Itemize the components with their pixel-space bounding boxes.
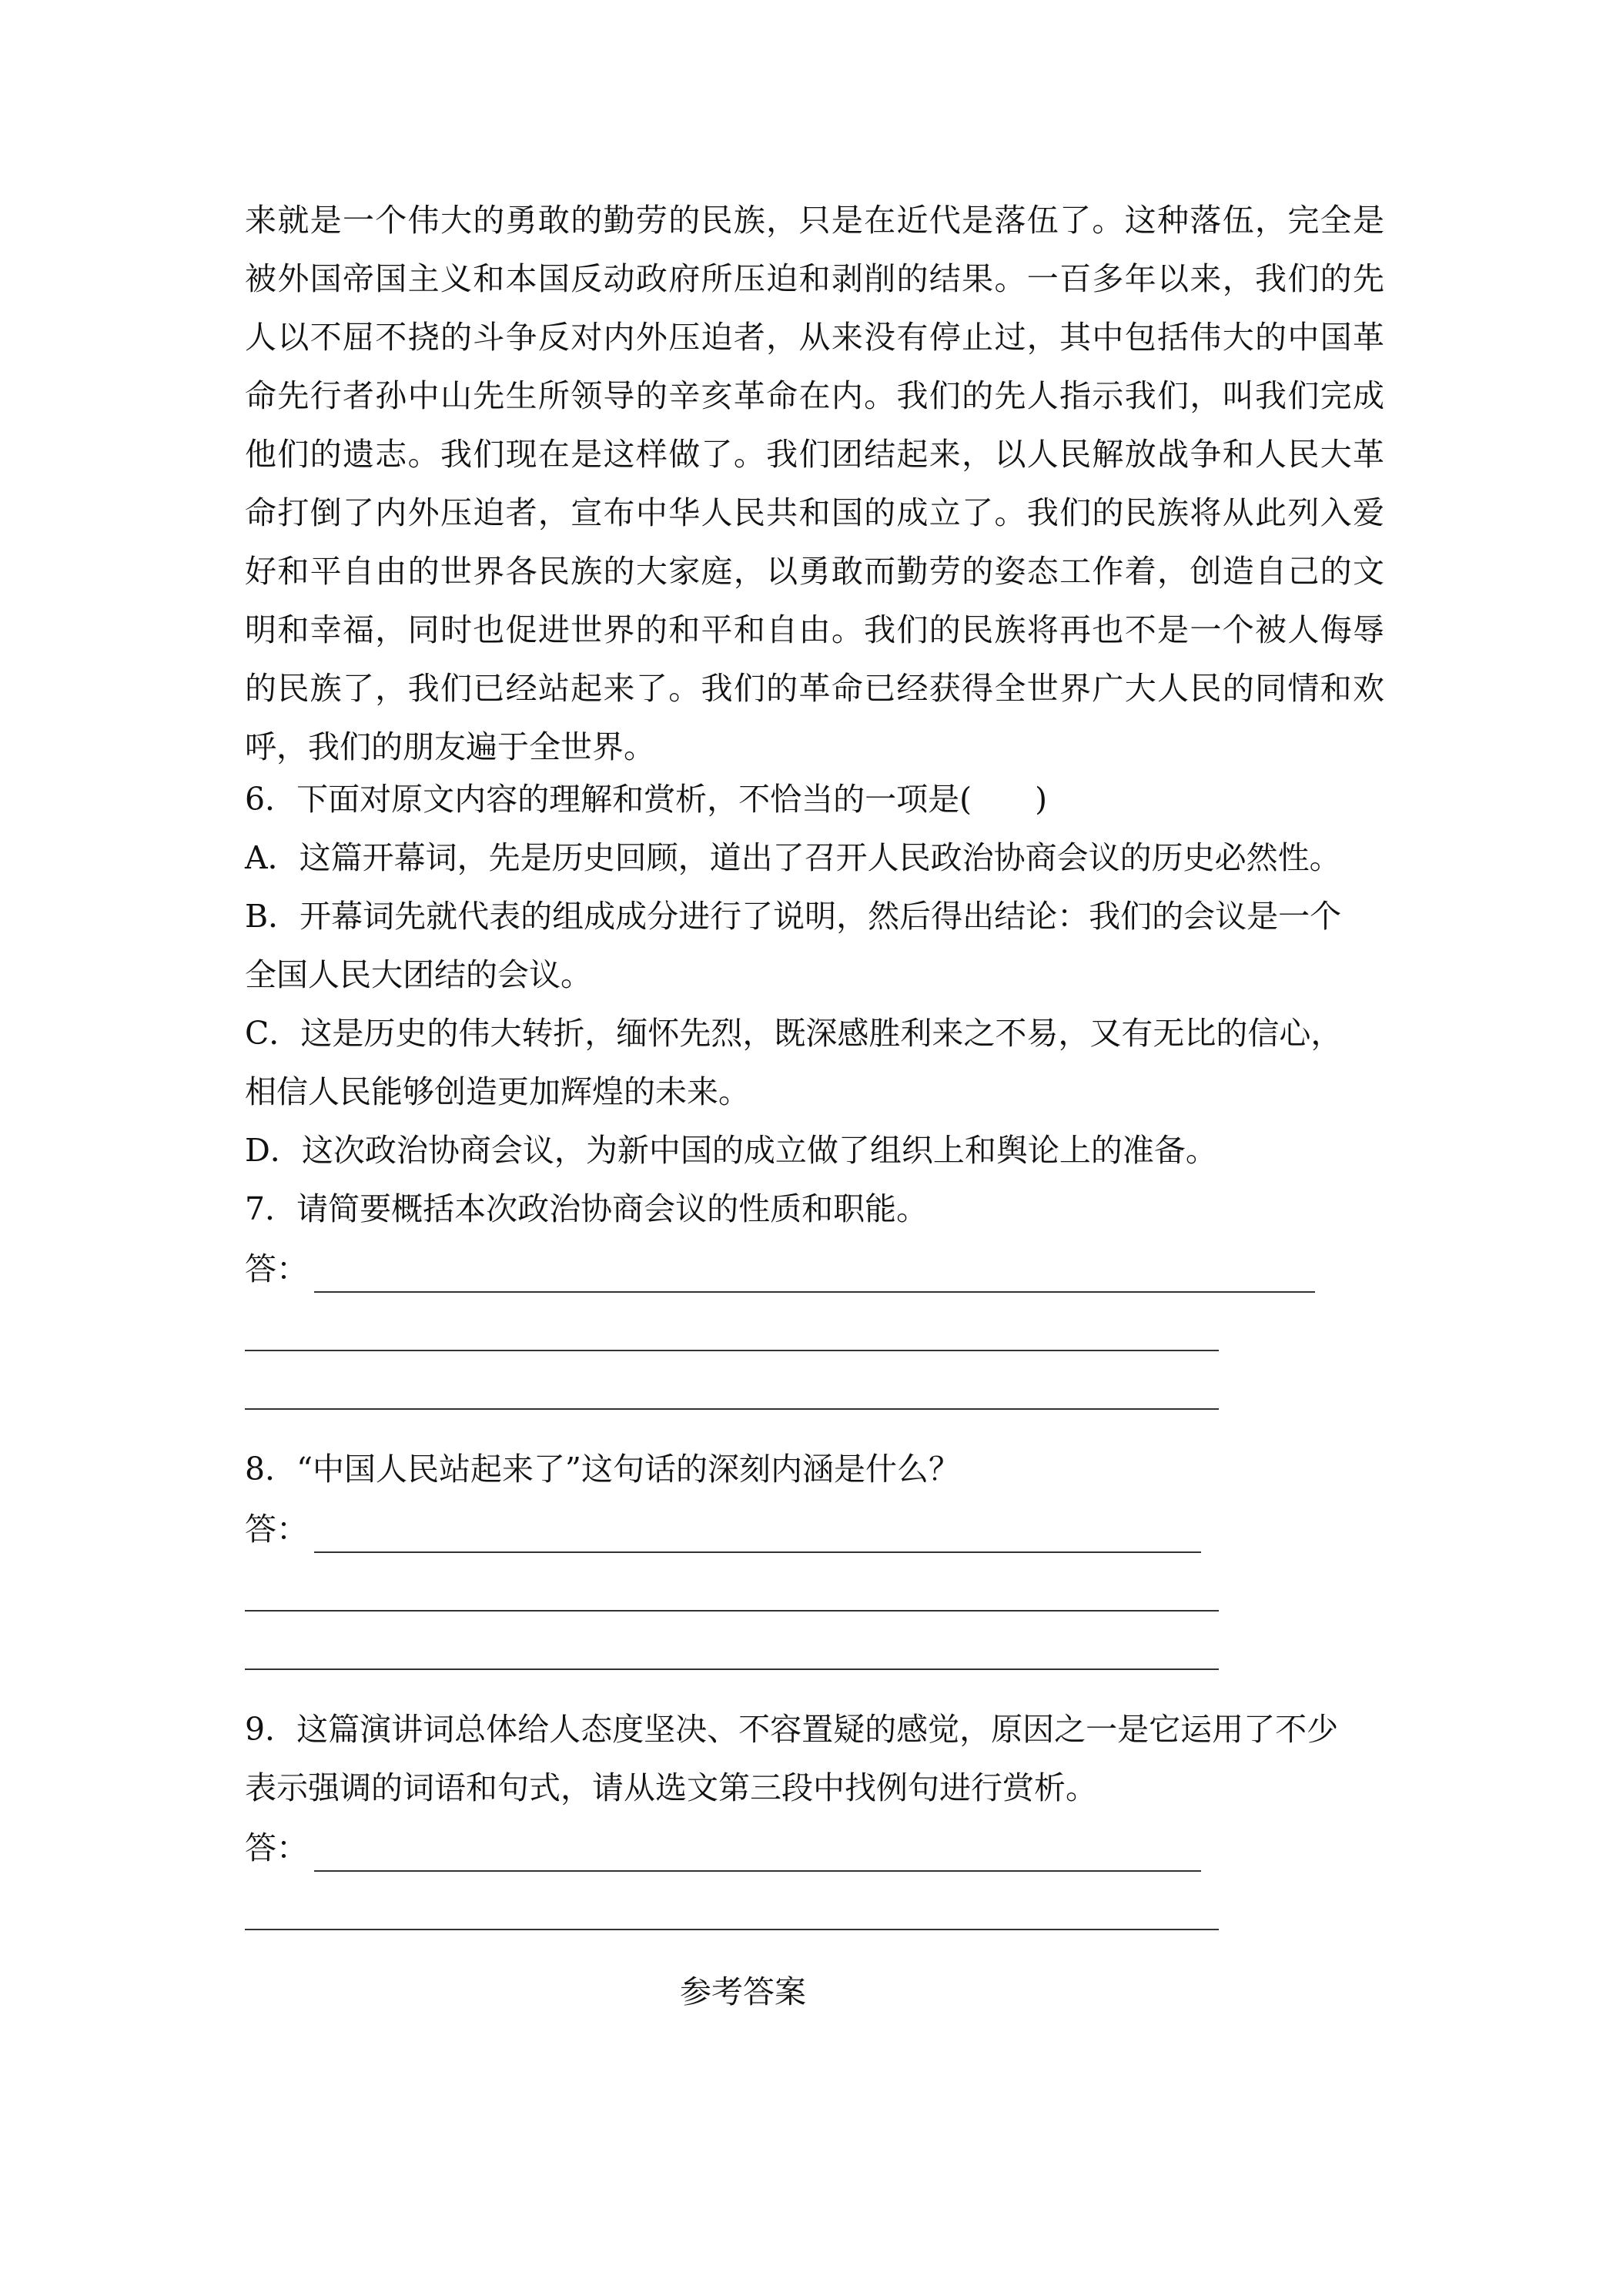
passage-line: 来就是一个伟大的勇敢的勤劳的民族，只是在近代是落伍了。这种落伍，完全是 bbox=[245, 202, 1384, 239]
question-7-answer-line[interactable] bbox=[314, 1291, 1315, 1293]
passage-line: 人以不屈不挠的斗争反对内外压迫者，从来没有停止过，其中包括伟大的中国革 bbox=[245, 319, 1384, 356]
question-9-stem: 9．这篇演讲词总体给人态度坚决、不容置疑的感觉，原因之一是它运用了不少 bbox=[245, 1711, 1339, 1748]
question-8-answer-line[interactable] bbox=[314, 1551, 1201, 1553]
question-8-stem: 8．“中国人民站起来了”这句话的深刻内涵是什么？ bbox=[245, 1451, 961, 1488]
passage-line: 命先行者孙中山先生所领导的辛亥革命在内。我们的先人指示我们，叫我们完成 bbox=[245, 377, 1384, 414]
question-6-option-d: D．这次政治协商会议，为新中国的成立做了组织上和舆论上的准备。 bbox=[245, 1132, 1217, 1169]
question-8-answer-label: 答： bbox=[245, 1511, 308, 1548]
question-6-option-c: C．这是历史的伟大转折，缅怀先烈，既深感胜利来之不易，又有无比的信心， bbox=[245, 1015, 1343, 1052]
question-8-answer-line[interactable] bbox=[245, 1668, 1219, 1670]
question-9-answer-line[interactable] bbox=[245, 1929, 1219, 1930]
passage-line: 的民族了，我们已经站起来了。我们的革命已经获得全世界广大人民的同情和欢 bbox=[245, 670, 1384, 707]
reference-answers-title: 参考答案 bbox=[680, 1973, 806, 2010]
question-6-option-b: B．开幕词先就代表的组成成分进行了说明，然后得出结论：我们的会议是一个 bbox=[245, 898, 1342, 935]
question-7-answer-line[interactable] bbox=[245, 1350, 1219, 1351]
question-7-answer-label: 答： bbox=[245, 1250, 308, 1287]
question-6-option-a: A．这篇开幕词，先是历史回顾，道出了召开人民政治协商会议的历史必然性。 bbox=[245, 839, 1341, 876]
question-6-option-b-cont: 全国人民大团结的会议。 bbox=[245, 956, 592, 993]
passage-line: 被外国帝国主义和本国反动政府所压迫和剥削的结果。一百多年以来，我们的先 bbox=[245, 260, 1384, 297]
question-8-answer-line[interactable] bbox=[245, 1610, 1219, 1612]
question-9-answer-line[interactable] bbox=[314, 1870, 1201, 1872]
passage-line: 命打倒了内外压迫者，宣布中华人民共和国的成立了。我们的民族将从此列入爱 bbox=[245, 494, 1384, 531]
passage-line: 好和平自由的世界各民族的大家庭，以勇敢而勤劳的姿态工作着，创造自己的文 bbox=[245, 553, 1384, 590]
question-6-option-c-cont: 相信人民能够创造更加辉煌的未来。 bbox=[245, 1073, 750, 1110]
passage-line: 呼，我们的朋友遍于全世界。 bbox=[245, 728, 655, 765]
question-6-stem: 6．下面对原文内容的理解和赏析，不恰当的一项是( ) bbox=[245, 781, 1048, 818]
question-7-stem: 7．请简要概括本次政治协商会议的性质和职能。 bbox=[245, 1190, 929, 1227]
question-7-answer-line[interactable] bbox=[245, 1408, 1219, 1410]
passage-line: 他们的遗志。我们现在是这样做了。我们团结起来，以人民解放战争和人民大革 bbox=[245, 436, 1384, 473]
question-9-answer-label: 答： bbox=[245, 1829, 308, 1866]
passage-paragraph bbox=[245, 191, 1384, 776]
passage-line: 明和幸福，同时也促进世界的和平和自由。我们的民族将再也不是一个被人侮辱 bbox=[245, 611, 1384, 648]
question-9-stem-cont: 表示强调的词语和句式，请从选文第三段中找例句进行赏析。 bbox=[245, 1769, 1097, 1806]
